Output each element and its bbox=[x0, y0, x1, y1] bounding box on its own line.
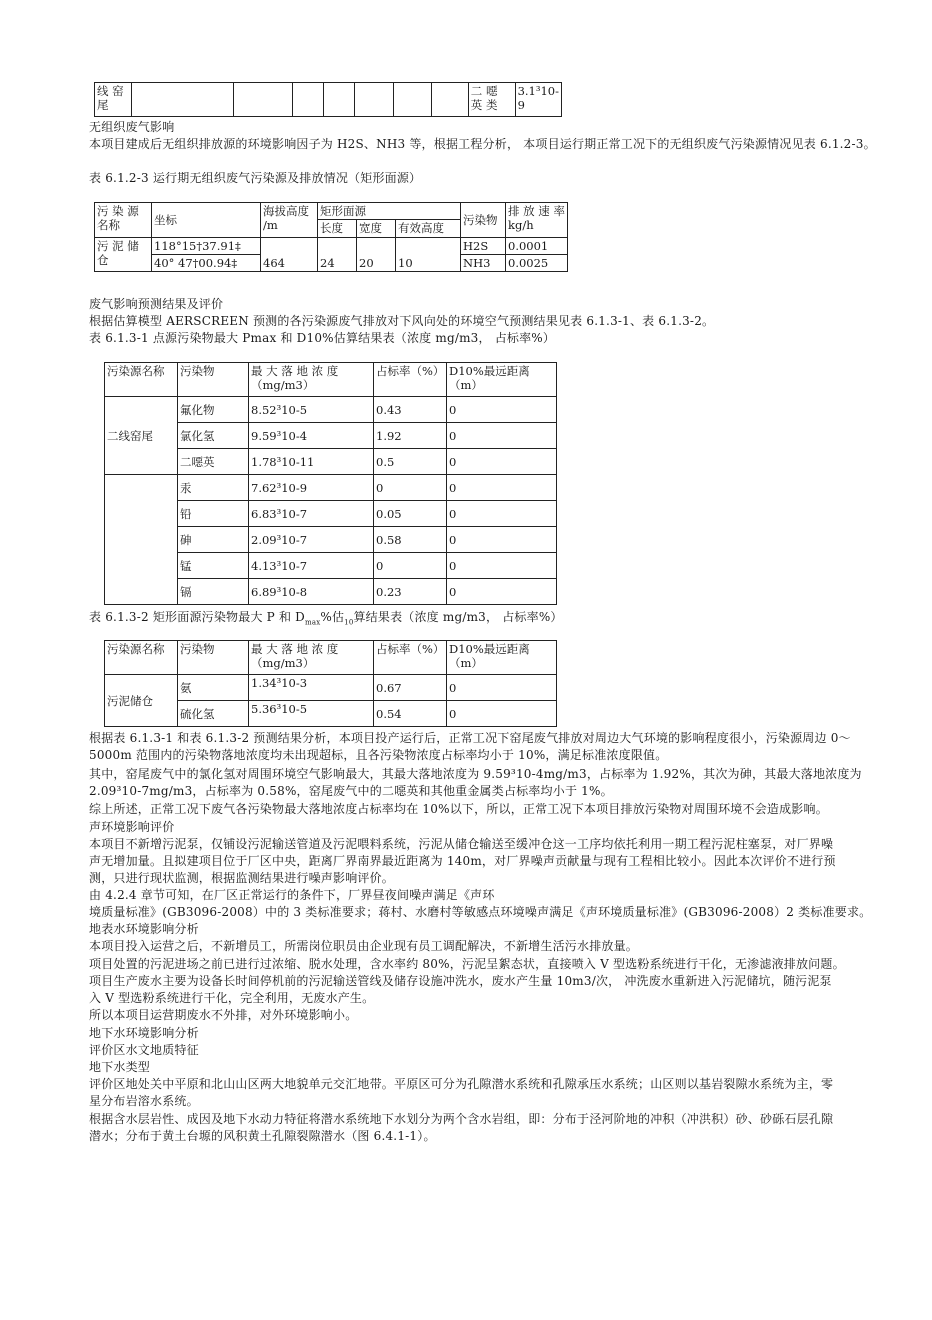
cell-d10: 0 bbox=[447, 701, 557, 727]
header-concentration bbox=[249, 641, 374, 675]
cell-concentration: 9.59³10-4 bbox=[249, 423, 374, 449]
cell-concentration: 8.52³10-5 bbox=[249, 397, 374, 423]
cell bbox=[132, 83, 234, 117]
paragraph-line: 潜水；分布于黄土台塬的风积黄土孔隙裂隙潜水（图 6.4.1-1）。 bbox=[89, 1129, 436, 1143]
paragraph: 本项目建成后无组织排放源的环境影响因子为 H2S、NH3 等，根据工程分析， 本项目运行期正常工况下的无组织废气污染源情况见表 6.1.2-3。 bbox=[89, 137, 876, 151]
cell-ratio: 0.54 bbox=[374, 701, 447, 727]
paragraph-line: 入 V 型选粉系统进行干化，完全利用，无废水产生。 bbox=[89, 991, 375, 1005]
cell-ratio: 0.05 bbox=[374, 501, 447, 527]
table-caption: 表 6.1.3-1 点源污染物最大 Pmax 和 D10%估算结果表（浓度 mg/m3， 占标率%） bbox=[89, 331, 556, 345]
cell-concentration: 6.89³10-8 bbox=[249, 579, 374, 605]
caption-part: 算结果表（浓度 mg/m3， 占标率%） bbox=[353, 610, 563, 624]
paragraph-line: 项目生产废水主要为设备长时间停机前的污泥输送管线及储存设施冲洗水，废水产生量 10m3/次， 冲洗废水重新进入污泥储坑，随污泥泵 bbox=[89, 974, 832, 988]
cell-concentration: 7.62³10-9 bbox=[249, 475, 374, 501]
table-header-row bbox=[105, 641, 557, 675]
top-continuation-table bbox=[94, 82, 562, 117]
cell-d10: 0 bbox=[447, 397, 557, 423]
cell-ratio: 0.67 bbox=[374, 675, 447, 701]
heading-groundwater: 地下水环境影响分析 bbox=[89, 1026, 199, 1040]
cell-d10: 0 bbox=[447, 423, 557, 449]
heading-groundwater-type: 地下水类型 bbox=[89, 1060, 151, 1074]
cell bbox=[355, 83, 393, 117]
paragraph-line: 根据表 6.1.3-1 和表 6.1.3-2 预测结果分析，本项目投产运行后，正常工况下窑尾废气排放对周边大气环境的影响程度很小，污染源周边 0～ bbox=[89, 731, 851, 745]
cell-ratio: 0.58 bbox=[374, 527, 447, 553]
heading-surface-water: 地表水环境影响分析 bbox=[89, 922, 199, 936]
paragraph: 根据估算模型 AERSCREEN 预测的各污染源废气排放对下风向处的环境空气预测结果见表 6.1.3-1、表 6.1.3-2。 bbox=[89, 314, 715, 328]
heading-fugitive-emission: 无组织废气影响 bbox=[89, 120, 175, 134]
cell-ratio: 0 bbox=[374, 475, 447, 501]
cell-d10: 0 bbox=[447, 553, 557, 579]
cell-pollutant: 氨 bbox=[178, 675, 249, 701]
header-d10: D10%最远距离（m） bbox=[447, 363, 557, 397]
cell-ratio: 0.43 bbox=[374, 397, 447, 423]
table-row bbox=[95, 238, 568, 255]
area-source-result-table bbox=[104, 640, 557, 727]
table-row bbox=[95, 83, 562, 117]
cell-source: 污泥储仓 bbox=[105, 675, 178, 727]
caption-part: 表 6.1.3-2 矩形面源污染物最大 P 和 D bbox=[89, 610, 305, 624]
cell-source: 污 泥 储 仓 bbox=[95, 238, 152, 272]
header-concentration-a: 最 大 落 地 浓 度 bbox=[251, 364, 339, 378]
paragraph-line: 本项目投入运营之后，不新增员工，所需岗位职员由企业现有员工调配解决，不新增生活污水排放量。 bbox=[89, 939, 639, 953]
paragraph-line: 所以本项目运营期废水不外排，对外环境影响小。 bbox=[89, 1008, 358, 1022]
cell-d10: 0 bbox=[447, 579, 557, 605]
header-concentration bbox=[249, 363, 374, 397]
cell-concentration: 1.34³10-3 bbox=[249, 675, 374, 701]
header-effective-height: 有效高度 bbox=[396, 220, 461, 238]
cell-d10: 0 bbox=[447, 449, 557, 475]
cell-pollutant: 硫化氢 bbox=[178, 701, 249, 727]
cell-width: 20 bbox=[357, 238, 396, 272]
header-altitude: 海拔高度 /m bbox=[261, 203, 318, 238]
header-length: 长度 bbox=[318, 220, 357, 238]
cell bbox=[234, 83, 293, 117]
paragraph-line: 2.09³10-7mg/m3，占标率为 0.58%，窑尾废气中的二噁英和其他重金属类占标率均小于 1%。 bbox=[89, 784, 613, 798]
cell-ratio: 1.92 bbox=[374, 423, 447, 449]
heading-hydrogeology: 评价区水文地质特征 bbox=[89, 1043, 199, 1057]
cell bbox=[293, 83, 324, 117]
cell-d10: 0 bbox=[447, 527, 557, 553]
header-pollutant: 污染物 bbox=[178, 363, 249, 397]
cell-pollutant: 氯化氢 bbox=[178, 423, 249, 449]
heading-prediction: 废气影响预测结果及评价 bbox=[89, 297, 224, 311]
header-emission-rate: 排 放 速 率 kg/h bbox=[506, 203, 568, 238]
paragraph-line: 项目处置的污泥进场之前已进行过浓缩、脱水处理，含水率约 80%，污泥呈絮态状，直接喷入 V 型选粉系统进行干化，无渗滤液排放问题。 bbox=[89, 957, 845, 971]
cell-ratio: 0.5 bbox=[374, 449, 447, 475]
cell-pollutant: 二 噁 英 类 bbox=[468, 83, 515, 117]
heading-noise: 声环境影响评价 bbox=[89, 820, 175, 834]
cell bbox=[324, 83, 355, 117]
header-coords: 坐标 bbox=[152, 203, 261, 238]
table-header-row bbox=[105, 363, 557, 397]
paragraph-line: 评价区地处关中平原和北山山区两大地貌单元交汇地带。平原区可分为孔隙潜水系统和孔隙承压水系统；山区则以基岩裂隙水系统为主，零 bbox=[89, 1077, 834, 1091]
cell-pollutant: 锰 bbox=[178, 553, 249, 579]
cell-pollutant: 镉 bbox=[178, 579, 249, 605]
cell-pollutant: 汞 bbox=[178, 475, 249, 501]
cell-ratio: 0.23 bbox=[374, 579, 447, 605]
cell bbox=[393, 83, 431, 117]
header-ratio: 占标率（%） bbox=[374, 363, 447, 397]
header-ratio: 占标率（%） bbox=[374, 641, 447, 675]
table-caption bbox=[89, 609, 901, 631]
cell-ratio: 0 bbox=[374, 553, 447, 579]
cell-concentration: 2.09³10-7 bbox=[249, 527, 374, 553]
cell-rate: 0.0001 bbox=[506, 238, 568, 255]
table-row bbox=[105, 675, 557, 701]
paragraph-line: 声无增加量。且拟建项目位于厂区中央，距离厂界南界最近距离为 140m，对厂界噪声贡献量与现有工程相比较小。因此本次评价不进行预 bbox=[89, 854, 836, 868]
cell-d10: 0 bbox=[447, 675, 557, 701]
cell-pollutant: 氟化物 bbox=[178, 397, 249, 423]
cell-coord: 118°15†37.91‡ bbox=[152, 238, 261, 255]
cell-rate: 0.0025 bbox=[506, 255, 568, 272]
caption-part: %估 bbox=[320, 610, 345, 624]
cell-concentration: 4.13³10-7 bbox=[249, 553, 374, 579]
cell-length: 24 bbox=[318, 238, 357, 272]
cell-pollutant: 铅 bbox=[178, 501, 249, 527]
paragraph-line: 由 4.2.4 章节可知，在厂区正常运行的条件下，厂界昼夜间噪声满足《声环 bbox=[89, 888, 495, 902]
cell-pollutant: NH3 bbox=[461, 255, 506, 272]
cell-source: 二线窑尾 bbox=[105, 397, 178, 475]
paragraph-line: 测，只进行现状监测，根据监测结果进行噪声影响评价。 bbox=[89, 871, 395, 885]
cell-effective-height: 10 bbox=[396, 238, 461, 272]
cell-value: 3.1³10-9 bbox=[515, 83, 561, 117]
cell-concentration: 6.83³10-7 bbox=[249, 501, 374, 527]
header-source: 污染源名称 bbox=[105, 363, 178, 397]
paragraph-line: 本项目不新增污泥泵，仅铺设污泥输送管道及污泥喂料系统，污泥从储仓输送至缓冲仓这一工序均依托利用一期工程污泥柱塞泵，对厂界噪 bbox=[89, 837, 834, 851]
table-row bbox=[105, 475, 557, 501]
cell-altitude: 464 bbox=[261, 238, 318, 272]
paragraph-line: 其中，窑尾废气中的氯化氢对周围环境空气影响最大，其最大落地浓度为 9.59³10-4mg/m3，占标率为 1.92%，其次为砷，其最大落地浓度为 bbox=[89, 767, 862, 781]
header-width: 宽度 bbox=[357, 220, 396, 238]
cell-concentration: 1.78³10-11 bbox=[249, 449, 374, 475]
cell-d10: 0 bbox=[447, 475, 557, 501]
header-source: 污 染 源 名称 bbox=[95, 203, 152, 238]
cell-d10: 0 bbox=[447, 501, 557, 527]
paragraph-line: 境质量标准》(GB3096-2008）中的 3 类标准要求；蒋村、水磨村等敏感点环境噪声满足《声环境质量标准》(GB3096-2008）2 类标准要求。 bbox=[89, 905, 872, 919]
cell-source-empty bbox=[105, 475, 178, 605]
table-header-row bbox=[95, 203, 568, 220]
paragraph-line: 根据含水层岩性、成因及地下水动力特征将潜水系统地下水划分为两个含水岩组，即：分布于泾河阶地的冲积（冲洪积）砂、砂砾石层孔隙 bbox=[89, 1112, 834, 1126]
header-pollutant: 污染物 bbox=[178, 641, 249, 675]
cell-coord: 40° 47†00.94‡ bbox=[152, 255, 261, 272]
header-concentration-a: 最 大 落 地 浓 度 bbox=[251, 642, 339, 656]
header-rect-source: 矩形面源 bbox=[318, 203, 461, 220]
cell-pollutant: 二噁英 bbox=[178, 449, 249, 475]
table-caption: 表 6.1.2-3 运行期无组织废气污染源及排放情况（矩形面源） bbox=[89, 171, 422, 185]
header-d10: D10%最远距离（m） bbox=[447, 641, 557, 675]
paragraph-line: 5000m 范围内的污染物落地浓度均未出现超标，且各污染物浓度占标率均小于 10%，满足标准浓度限值。 bbox=[89, 748, 668, 762]
paragraph-line: 星分布岩溶水系统。 bbox=[89, 1094, 199, 1108]
paragraph-line: 综上所述，正常工况下废气各污染物最大落地浓度占标率均在 10%以下，所以，正常工况下本项目排放污染物对周围环境不会造成影响。 bbox=[89, 802, 828, 816]
cell-pollutant: 砷 bbox=[178, 527, 249, 553]
header-concentration-b: （mg/m3） bbox=[251, 656, 315, 670]
header-source: 污染源名称 bbox=[105, 641, 178, 675]
point-source-result-table bbox=[104, 362, 557, 605]
cell-pollutant: H2S bbox=[461, 238, 506, 255]
cell-source: 线 窑 尾 bbox=[95, 83, 132, 117]
caption-subscript: 10 bbox=[344, 618, 354, 627]
fugitive-source-table bbox=[94, 202, 568, 272]
caption-subscript: max bbox=[305, 618, 321, 627]
cell bbox=[432, 83, 469, 117]
header-pollutant: 污染物 bbox=[461, 203, 506, 238]
table-row bbox=[105, 397, 557, 423]
cell-concentration: 5.36³10-5 bbox=[249, 701, 374, 727]
header-concentration-b: （mg/m3） bbox=[251, 378, 315, 392]
